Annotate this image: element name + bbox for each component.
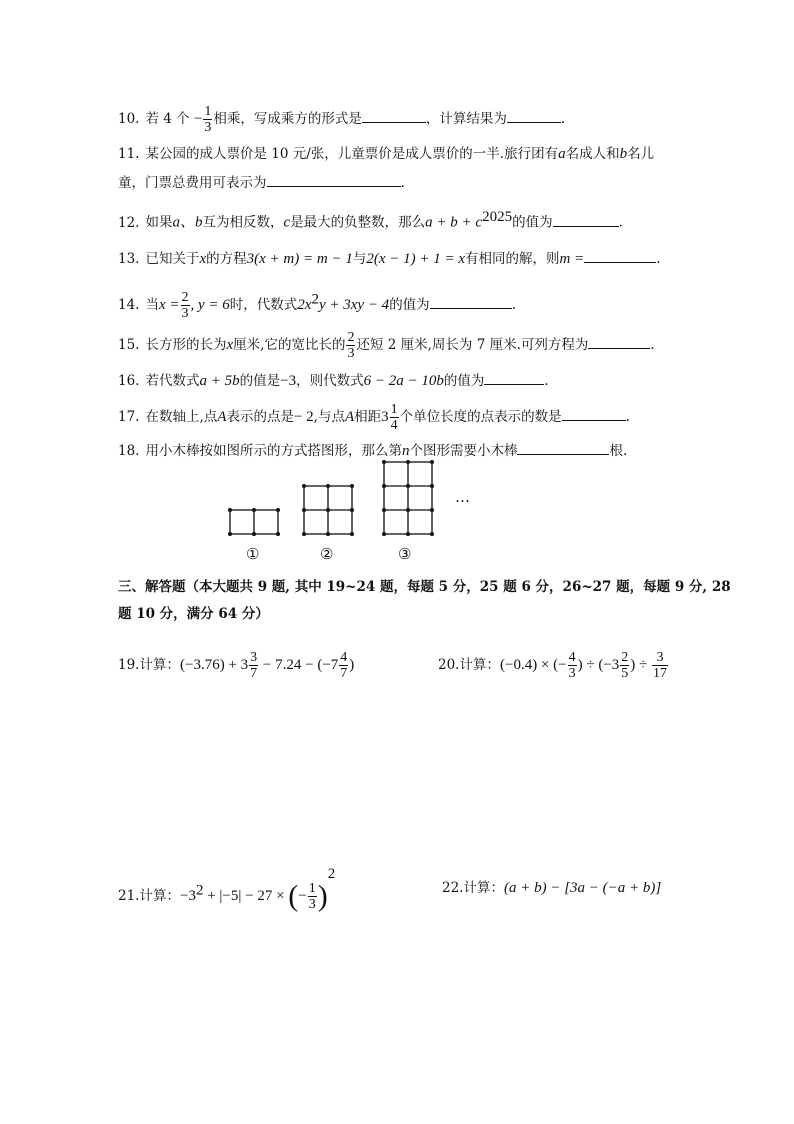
question-number: 14. xyxy=(118,297,140,313)
question-number: 15. xyxy=(118,337,140,353)
figure-1-grid xyxy=(230,510,278,534)
fraction: $\frac{2}{3}$ xyxy=(181,290,189,321)
figure-label-2: ② xyxy=(320,545,334,563)
fraction: $\frac{4}{3}$ xyxy=(568,650,576,681)
problem-22: 22.计算：(a + b) − [3a − (−a + b)] xyxy=(442,880,662,896)
question-13: 13. 已知关于x的方程3(x + m) = m − 1与2(x − 1) + 1 = x有相同的解，则m = . xyxy=(118,248,661,268)
question-16: 16. 若代数式a + 5b的值是−3，则代数式6 − 2a − 10b的值为 . xyxy=(118,370,549,390)
fraction: $\frac{2}{3}$ xyxy=(347,330,355,361)
fraction: $\frac{2}{5}$ xyxy=(621,650,629,681)
answer-blank[interactable] xyxy=(517,440,609,455)
question-number: 18. xyxy=(118,443,140,459)
fraction: $\frac{1}{4}$ xyxy=(390,402,398,433)
matchstick-figure xyxy=(220,458,490,540)
question-number: 12. xyxy=(118,214,140,231)
problem-label: 19.计算： xyxy=(118,657,180,673)
answer-blank[interactable] xyxy=(507,108,561,123)
fraction: $\frac{4}{7}$ xyxy=(340,650,348,681)
question-18: 18. 用小木棒按如图所示的方式搭图形，那么第n个图形需要小木棒 根. xyxy=(118,440,627,460)
answer-blank[interactable] xyxy=(584,248,656,263)
question-number: 13. xyxy=(118,251,140,267)
question-number: 10. xyxy=(118,111,140,127)
question-11: 11. 某公园的成人票价是 10 元/张，儿童票价是成人票价的一半.旅行团有a名成人和b名儿 xyxy=(118,146,655,162)
problem-label: 20.计算： xyxy=(438,657,500,673)
question-number: 17. xyxy=(118,409,140,425)
question-number: 11. xyxy=(118,146,140,162)
problem-label: 21.计算： xyxy=(118,888,180,904)
fraction: $\frac{1}{3}$ xyxy=(204,104,212,135)
answer-blank[interactable] xyxy=(362,108,426,123)
fraction: $\frac{3}{7}$ xyxy=(250,650,258,681)
question-17: 17. 在数轴上,点A表示的点是− 2,与点A相距3 $\frac{1}{4}$ 个单位长度的点表示的数是 . xyxy=(118,402,630,433)
fraction: $\frac{1}{3}$ xyxy=(308,881,316,912)
ellipsis: … xyxy=(455,488,470,506)
problem-20: 20.计算：(−0.4) × (− $\frac{4}{3}$ ) ÷ (−3 $\frac{2}{5}$ ) ÷ $\frac{3}{17}$ xyxy=(438,650,668,681)
question-10: 10. 若 4 个 − $\frac{1}{3}$ 相乘，写成乘方的形式是 ，计算结果为 . xyxy=(118,104,566,135)
question-11-cont: 童，门票总费用可表示为 . xyxy=(118,172,405,192)
answer-blank[interactable] xyxy=(562,406,626,421)
problem-19: 19.计算：(−3.76) + 3 $\frac{3}{7}$ − 7.24 − (−7 $\frac{4}{7}$ ) xyxy=(118,650,355,681)
figure-label-3: ③ xyxy=(398,545,412,563)
problem-21: 21.计算：$-3^2 + |-5| - 27$ × (− $\frac{1}{3}$ )$^2$ xyxy=(118,866,336,913)
figure-label-1: ① xyxy=(246,545,260,563)
question-15: 15. 长方形的长为x厘米,它的宽比长的 $\frac{2}{3}$ 还短 2 厘米,周长为 7 厘米.可列方程为 . xyxy=(118,330,655,361)
answer-blank[interactable] xyxy=(553,212,619,227)
figure-3-grid xyxy=(384,462,432,534)
section-heading-cont: 题 10 分，满分 64 分） xyxy=(118,606,269,622)
fraction: $\frac{3}{17}$ xyxy=(653,650,668,681)
problem-label: 22.计算： xyxy=(442,880,504,896)
question-number: 16. xyxy=(118,373,140,389)
question-14: 14. 当x = $\frac{2}{3}$ , y = 6时，代数式$2x^2y + 3xy - 4$的值为 . xyxy=(118,290,516,321)
answer-blank[interactable] xyxy=(484,370,544,385)
section-heading: 三、解答题（本大题共 9 题, 其中 19~24 题，每题 5 分，25 题 6 分，26~27 题，每题 9 分, 28 xyxy=(118,579,731,595)
answer-blank[interactable] xyxy=(588,334,650,349)
answer-blank[interactable] xyxy=(267,172,401,187)
question-12: 12. 如果a、b互为相反数，c是最大的负整数，那么$a + b + c^{2025}$的值为 . xyxy=(118,209,623,231)
answer-blank[interactable] xyxy=(430,294,512,309)
